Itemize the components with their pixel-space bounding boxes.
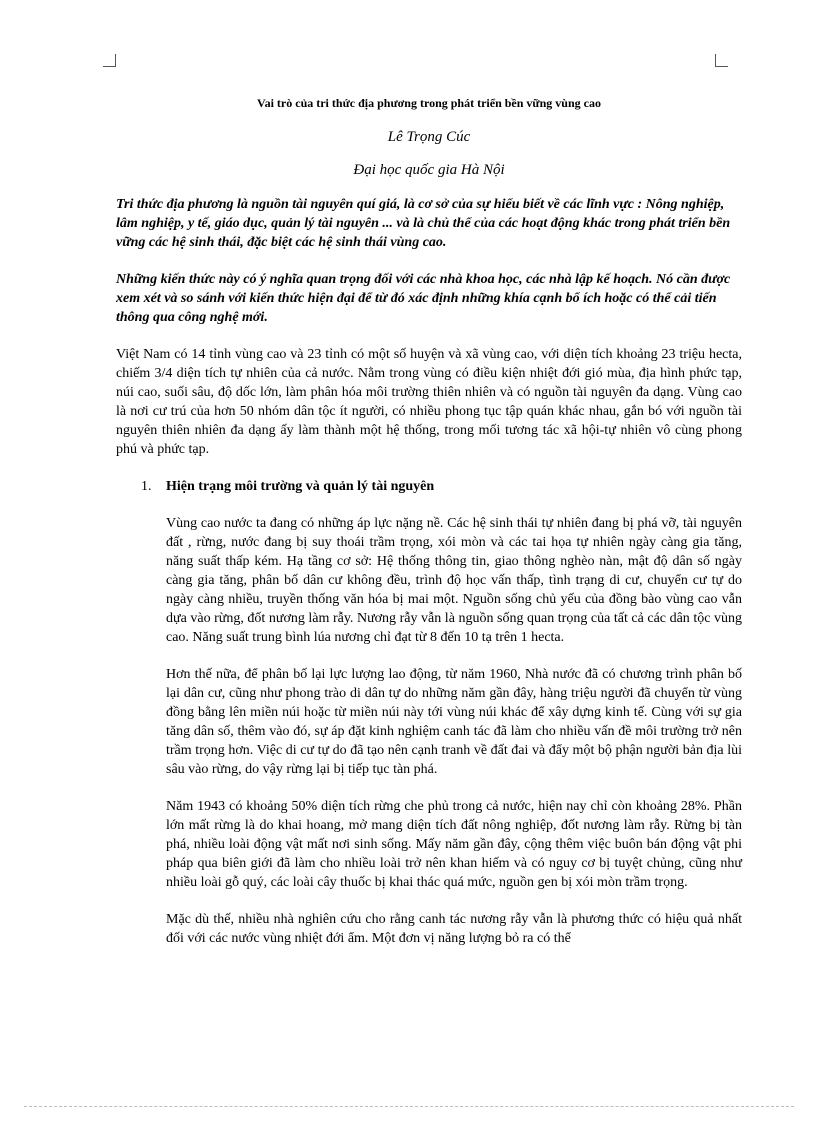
author-name: Lê Trọng Cúc — [387, 129, 471, 145]
document-title: Vai trò của tri thức địa phương trong phát triển bền vững vùng cao — [257, 96, 601, 110]
body-paragraph: Hơn thế nữa, để phân bố lại lực lượng lao động, từ năm 1960, Nhà nước đã có chương trình phân bố lại dân cư, cũng như phong trào di dân tự do những năm gần đây, hàng triệu người đã chuyển từ vùng đồng bằng lên miền núi hoặc từ miền núi này tới vùng núi khác để xây dựng kinh tế. Cùng với sự gia tăng dân số, thêm vào đó, sự áp đặt kinh nghiệm canh tác đã làm cho nhiều vấn đề môi trường trở nên trầm trọng hơn. Việc di cư tự do đã tạo nên cạnh tranh về đất đai và đẩy một bộ phận người bản địa lùi sâu vào rừng, do vậy rừng lại bị tiếp tục tàn phá. — [166, 667, 742, 777]
page-bottom-rule — [24, 1106, 794, 1107]
section-number: 1. — [141, 479, 152, 494]
intro-paragraph: Việt Nam có 14 tỉnh vùng cao và 23 tỉnh có một số huyện và xã vùng cao, với diện tích khoảng 23 triệu hecta, chiếm 3/4 diện tích tự nhiên của cả nước. Nằm trong vùng có điều kiện nhiệt đới gió mùa, địa hình phức tạp, núi cao, suối sâu, độ dốc lớn, làm phân hóa môi trường thiên nhiên và có nguồn tài nguyên đa dạng. Vùng cao là nơi cư trú của hơn 50 nhóm dân tộc ít người, có nhiều phong tục tập quán khác nhau, gắn bó với nguồn tài nguyên thiên nhiên đa dạng ấy làm thành một hệ thống, trong mối tương tác xã hội-tự nhiên vô cùng phong phú và phức tạp. — [116, 347, 742, 457]
crop-mark-top-left — [103, 54, 116, 67]
abstract-paragraph: Những kiến thức này có ý nghĩa quan trọng đối với các nhà khoa học, các nhà lập kế hoạch. Nó cần được xem xét và so sánh với kiến thức hiện đại để từ đó xác định những khía cạnh bổ ích hoặc có thể cải tiến thông qua công nghệ mới. — [116, 272, 731, 325]
body-paragraph: Vùng cao nước ta đang có những áp lực nặng nề. Các hệ sinh thái tự nhiên đang bị phá vỡ, tài nguyên đất , rừng, nước đang bị suy thoái trầm trọng, xói mòn và các tai họa tự nhiên ngày càng gia tăng, năng suất thấp kém. Hạ tầng cơ sở: Hệ thống thông tin, giao thông nghèo nàn, mật độ dân số ngày càng gia tăng, phân bố dân cư không đều, trình độ học vấn thấp, tình trạng di cư, chuyển cư tự do ngày càng nhiều, truyền thống văn hóa bị mai một. Nguồn sống chủ yếu của đồng bào vùng cao vẫn dựa vào rừng, đốt nương làm rẫy. Nương rẫy vẫn là nguồn sống quan trọng của tất cả các dân tộc vùng cao. Năng suất trung bình lúa nương chỉ đạt từ 8 đến 10 tạ trên 1 hecta. — [166, 516, 742, 645]
section-title: Hiện trạng môi trường và quản lý tài nguyên — [166, 479, 435, 494]
body-paragraph: Năm 1943 có khoảng 50% diện tích rừng che phủ trong cả nước, hiện nay chỉ còn khoảng 28%. Phần lớn mất rừng là do khai hoang, mở mang diện tích đất nông nghiệp, đốt nương làm rẫy. Rừng bị tàn phá, nhiều loài động vật mất nơi sinh sống. Mấy năm gần đây, cộng thêm việc buôn bán động vật phi pháp qua biên giới đã làm cho nhiều loài trở nên khan hiếm và có nguy cơ bị tuyệt chủng, cũng như nhiều loài gỗ quý, các loài cây thuốc bị khai thác quá mức, nguồn gen bị xói mòn trầm trọng. — [166, 799, 742, 890]
document-body — [116, 96, 742, 966]
body-paragraph: Mặc dù thế, nhiều nhà nghiên cứu cho rằng canh tác nương rẫy vẫn là phương thức có hiệu quả nhất đối với các nước vùng nhiệt đới ẩm. Một đơn vị năng lượng bỏ ra có thể — [166, 912, 742, 946]
section-body — [116, 514, 742, 948]
author-affiliation: Đại học quốc gia Hà Nội — [353, 162, 505, 178]
abstract-paragraph: Tri thức địa phương là nguồn tài nguyên quí giá, là cơ sở của sự hiểu biết về các lĩnh vực : Nông nghiệp, lâm nghiệp, y tế, giáo dục, quản lý tài nguyên ... và là chủ thể của các hoạt động khác trong phát triển bền vững các hệ sinh thái, đặc biệt các hệ sinh thái vùng cao. — [116, 197, 731, 250]
section-heading — [116, 477, 742, 496]
crop-mark-top-right — [715, 54, 728, 67]
